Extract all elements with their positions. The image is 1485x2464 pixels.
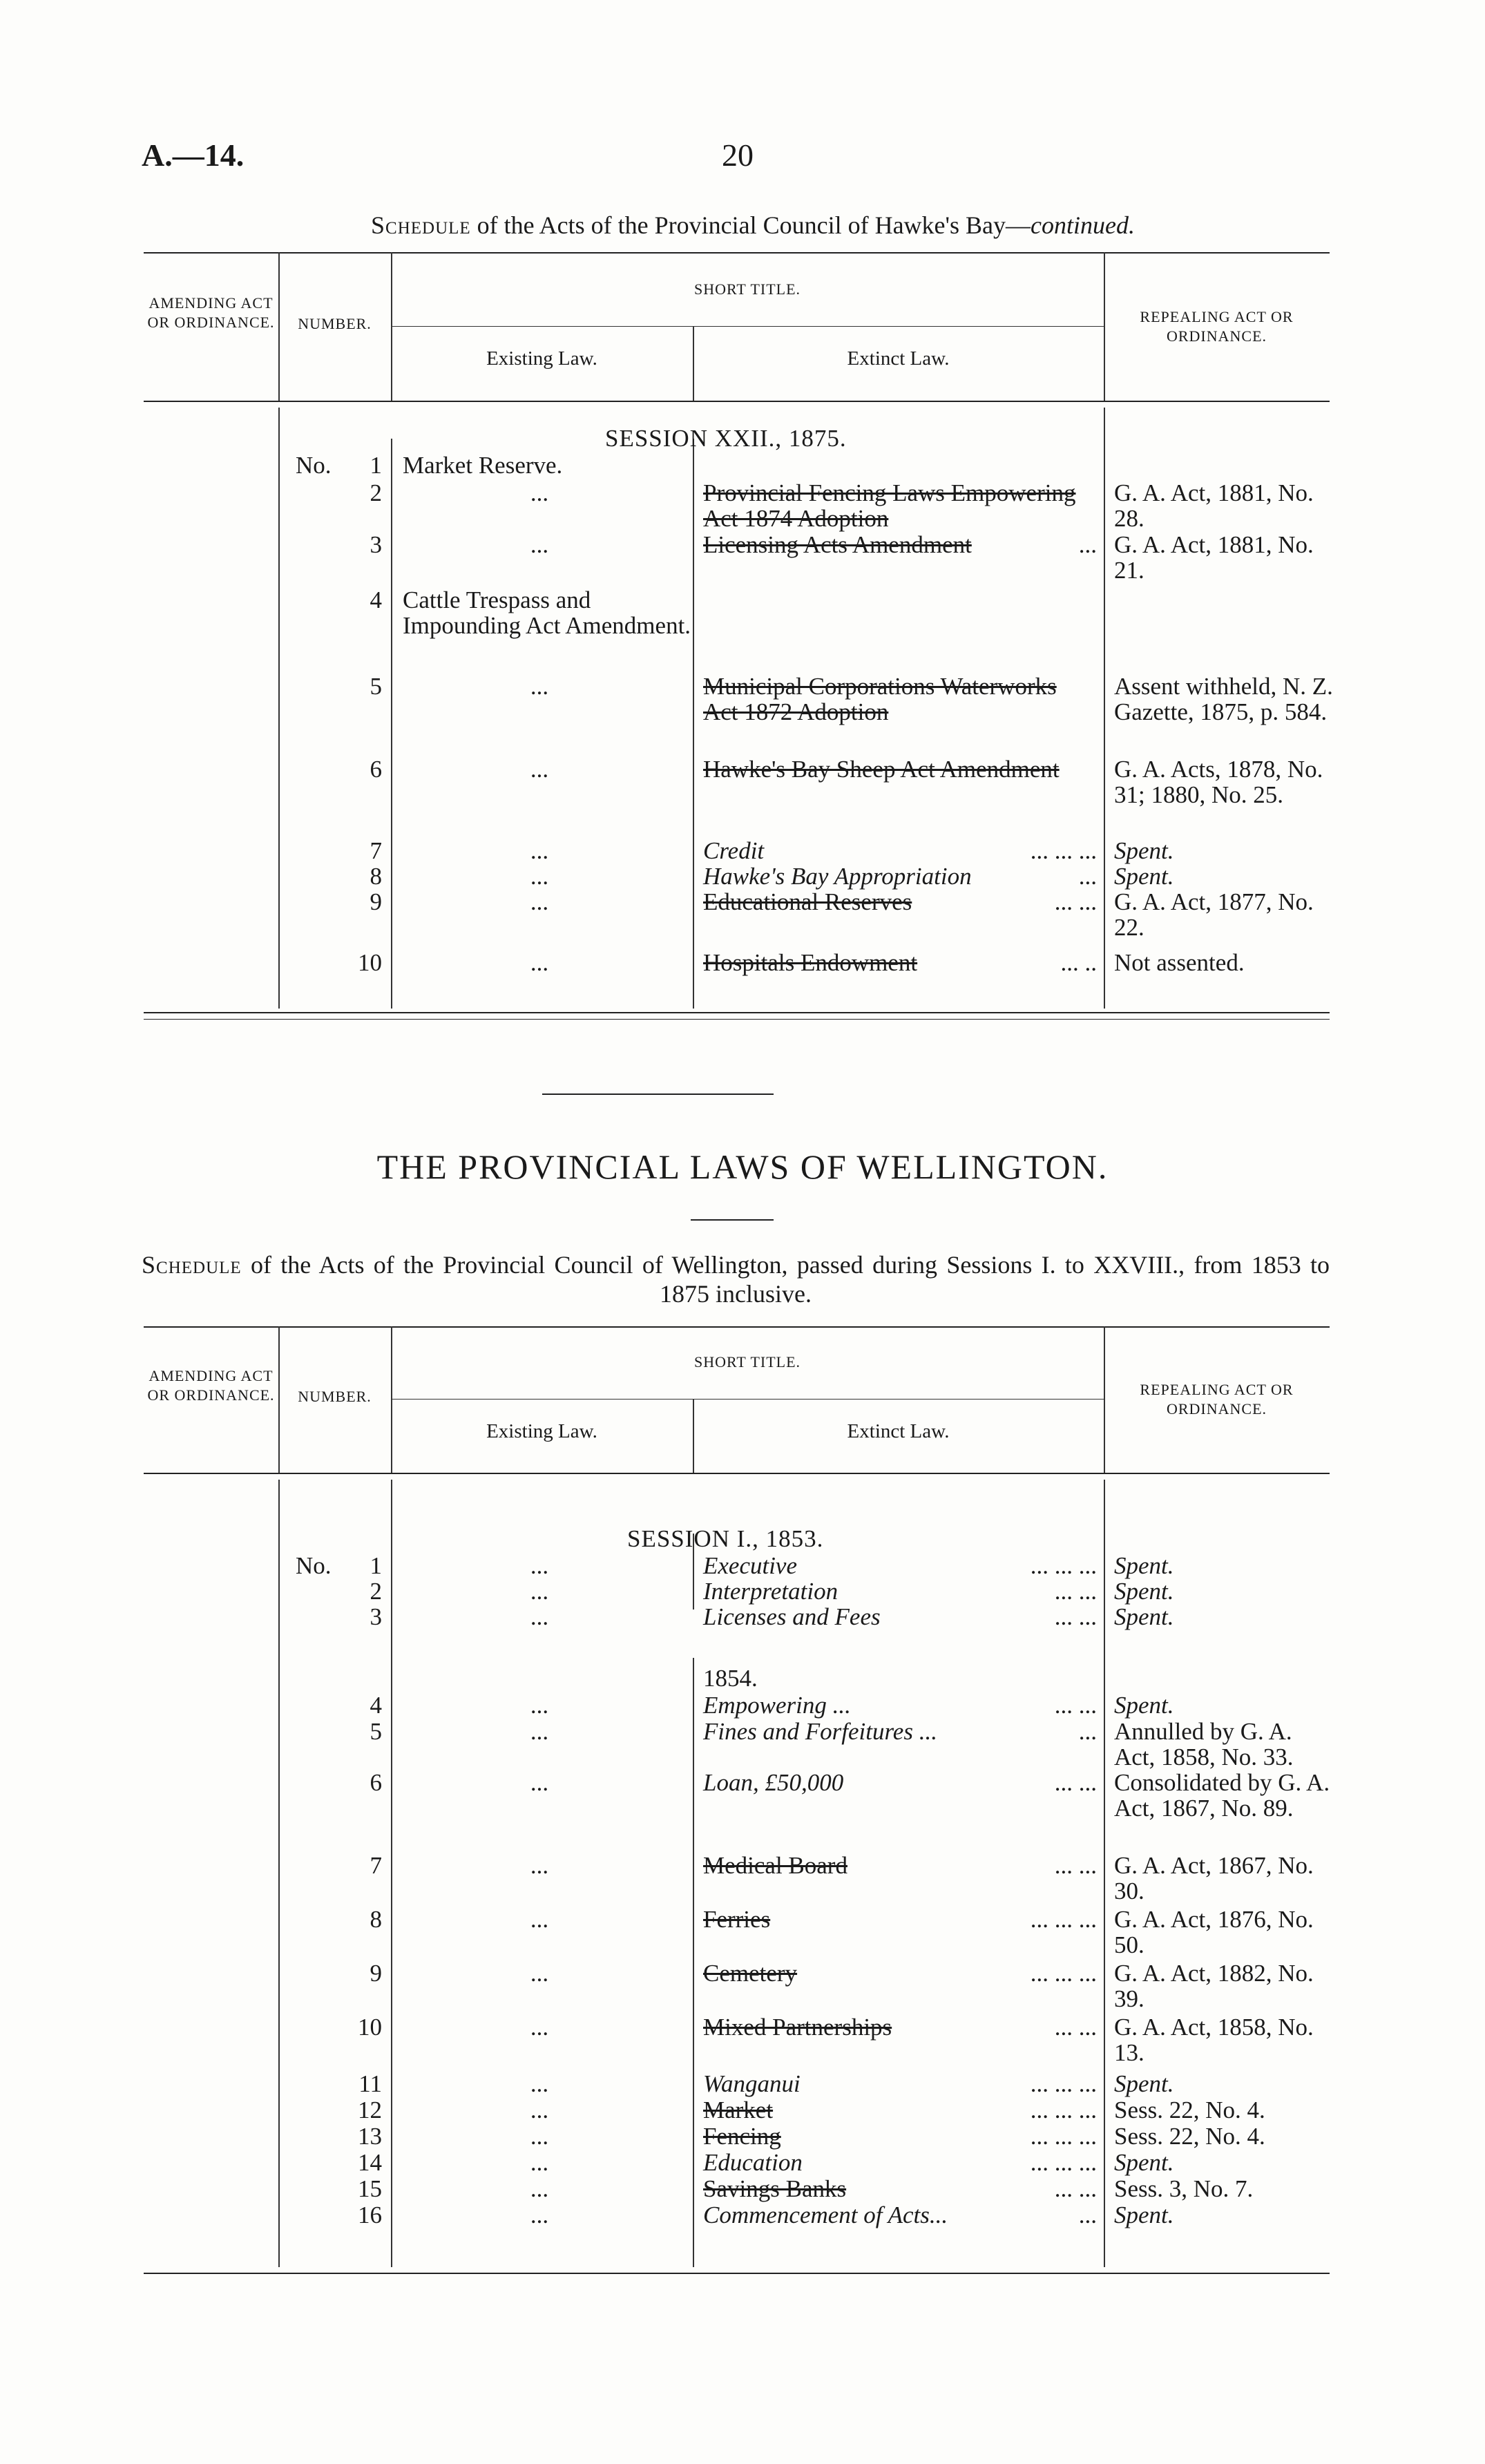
schedule2-title-prefix: Schedule [142,1251,242,1279]
section-title: THE PROVINCIAL LAWS OF WELLINGTON. [376,1147,1109,1186]
row-number: 9 [370,888,382,915]
existing-law: ... [530,1906,549,1933]
extinct-law: Hospitals Endowment [703,949,918,976]
existing-law: ... [530,2123,549,2150]
row-number: 13 [358,2123,382,2150]
schedule2-title [142,1250,1330,1308]
repealing-act: Spent. [1114,1603,1174,1630]
existing-law: ... [530,949,549,976]
repealing-act: Spent. [1114,1578,1174,1605]
leader-dots: ... [1078,531,1097,558]
row-number: 10 [358,2014,382,2041]
extinct-law: Fencing [703,2123,781,2150]
row-number: 16 [358,2202,382,2228]
existing-law: Market Reserve. [403,452,563,479]
extinct-law: Fines and Forfeitures ... [703,1718,937,1745]
extinct-law: Executive [703,1552,798,1579]
existing-law: ... [530,1718,549,1745]
extinct-law: Ferries [703,1906,771,1933]
col-existing: Existing Law. [486,347,597,370]
schedule2-table [144,1326,1330,2280]
repealing-act: G. A. Act, 1876, No. 50. [1114,1906,1314,1958]
row-number: 4 [370,586,382,613]
leader-dots: ... ... ... [1030,2070,1097,2097]
repealing-act: Assent withheld, N. Z. Gazette, 1875, p. 584. [1114,673,1333,725]
no-label: No. [296,1552,332,1579]
row-number: 2 [370,1578,382,1605]
extinct-law: Municipal Corporations Waterworks Act 1872 Adoption [703,673,1057,725]
col-repealing: REPEALING ACT OR ORDINANCE. [1140,1381,1294,1417]
row-number: 5 [370,673,382,700]
existing-law: Cattle Trespass and Impounding Act Amendment. [403,586,691,639]
existing-law: ... [530,1552,549,1579]
row-number: 14 [358,2149,382,2176]
leader-dots: ... .. [1060,949,1097,976]
leader-dots: ... ... [1054,888,1097,915]
col-existing: Existing Law. [486,1420,597,1442]
row-number: 15 [358,2175,382,2202]
col-number: NUMBER. [298,315,372,332]
existing-law: ... [530,531,549,558]
extinct-law: Education [703,2149,803,2176]
extinct-law: Medical Board [703,1852,847,1879]
extinct-law: Interpretation [703,1578,839,1605]
schedule1-title-main: of the Acts of the Provincial Council of Hawke's Bay— [470,211,1031,239]
repealing-act: G. A. Acts, 1878, No. 31; 1880, No. 25. [1114,756,1323,808]
repealing-act: Spent. [1114,2070,1174,2097]
divider [542,1093,774,1095]
col-short-title: SHORT TITLE. [693,280,801,298]
repealing-act: Spent. [1114,2149,1174,2176]
leader-dots: ... ... [1054,1578,1097,1605]
no-label: No. [296,452,332,479]
repealing-act: G. A. Act, 1882, No. 39. [1114,1960,1314,2012]
leader-dots: ... ... [1054,1603,1097,1630]
extinct-law: Cemetery [703,1960,798,1987]
schedule1-title-suffix: continued. [1031,211,1135,239]
row-number: 9 [370,1960,382,1987]
extinct-law: Educational Reserves [703,888,912,915]
extinct-law: Empowering ... [703,1692,851,1719]
col-amending: AMENDING ACT OR ORDINANCE. [147,294,275,331]
extinct-law: Wanganui [703,2070,801,2097]
existing-law: ... [530,888,549,915]
leader-dots: ... [1078,863,1097,890]
existing-law: ... [530,2175,549,2202]
row-number: 2 [370,479,382,506]
row-number: 1 [370,452,382,479]
row-number: 4 [370,1692,382,1719]
col-extinct: Extinct Law. [847,1420,950,1442]
leader-dots: ... ... ... [1030,837,1097,864]
extinct-law: Credit [703,837,765,864]
row-number: 3 [370,1603,382,1630]
leader-dots: ... [1078,2202,1097,2228]
leader-dots: ... ... ... [1030,2123,1097,2150]
col-extinct: Extinct Law. [847,347,950,370]
page-number: 20 [722,137,754,173]
schedule1-title-prefix: Schedule [371,211,471,239]
session-heading: SESSION XXII., 1875. [605,425,847,452]
leader-dots: ... ... ... [1030,2149,1097,2176]
leader-dots: ... ... ... [1030,1960,1097,1987]
repealing-act: Not assented. [1114,949,1245,976]
repealing-act: Annulled by G. A. Act, 1858, No. 33. [1114,1718,1294,1770]
leader-dots: ... ... [1054,2014,1097,2041]
leader-dots: ... ... [1054,1852,1097,1879]
existing-law: ... [530,673,549,700]
extinct-law: Licensing Acts Amendment [703,531,972,558]
leader-dots: ... ... [1054,1692,1097,1719]
row-number: 6 [370,756,382,783]
session-heading: SESSION I., 1853. [627,1525,824,1552]
schedule1-title [138,211,1368,240]
extinct-law: Mixed Partnerships [703,2014,892,2041]
repealing-act: Consolidated by G. A. Act, 1867, No. 89. [1114,1769,1330,1822]
row-number: 5 [370,1718,382,1745]
schedule2-title-main: of the Acts of the Provincial Council of Wellington, passed during Sessions I. to XXVIII., from 1853 to 1875 inclusive. [241,1251,1330,1308]
repealing-act: Spent. [1114,837,1174,864]
repealing-act: Spent. [1114,863,1174,890]
row-number: 12 [358,2097,382,2123]
repealing-act: Spent. [1114,1692,1174,1719]
existing-law: ... [530,2149,549,2176]
repealing-act: G. A. Act, 1877, No. 22. [1114,888,1314,941]
divider [691,1219,774,1221]
extinct-law: Loan, £50,000 [703,1769,844,1796]
row-number: 8 [370,1906,382,1933]
leader-dots: ... ... ... [1030,1552,1097,1579]
existing-law: ... [530,1769,549,1796]
existing-law: ... [530,2202,549,2228]
row-number: 8 [370,863,382,890]
col-repealing: REPEALING ACT OR ORDINANCE. [1140,308,1294,345]
existing-law: ... [530,863,549,890]
repealing-act: Sess. 3, No. 7. [1114,2175,1254,2202]
repealing-act: Sess. 22, No. 4. [1114,2123,1265,2150]
repealing-act: G. A. Act, 1858, No. 13. [1114,2014,1314,2066]
existing-law: ... [530,1603,549,1630]
row-number: 10 [358,949,382,976]
schedule1-table [144,252,1333,1022]
extinct-law: Market [703,2097,774,2123]
existing-law: ... [530,2014,549,2041]
existing-law: ... [530,2070,549,2097]
existing-law: ... [530,756,549,783]
extinct-law: Savings Banks [703,2175,847,2202]
repealing-act: Spent. [1114,2202,1174,2228]
existing-law: ... [530,479,549,506]
existing-law: ... [530,1578,549,1605]
row-number: 3 [370,531,382,558]
extinct-law: Licenses and Fees [703,1603,881,1630]
leader-dots: ... [1078,1718,1097,1745]
col-amending: AMENDING ACT OR ORDINANCE. [147,1367,275,1404]
leader-dots: ... ... [1054,1769,1097,1796]
row-number: 11 [358,2070,382,2097]
existing-law: ... [530,837,549,864]
document-code: A.—14. [142,137,245,173]
repealing-act: G. A. Act, 1867, No. 30. [1114,1852,1314,1904]
repealing-act: G. A. Act, 1881, No. 21. [1114,531,1314,584]
extinct-law: Hawke's Bay Appropriation [703,863,972,890]
existing-law: ... [530,1852,549,1879]
existing-law: ... [530,1960,549,1987]
existing-law: ... [530,2097,549,2123]
repealing-act: Spent. [1114,1552,1174,1579]
repealing-act: G. A. Act, 1881, No. 28. [1114,479,1314,532]
existing-law: ... [530,1692,549,1719]
extinct-law: Commencement of Acts... [703,2202,948,2228]
repealing-act: Sess. 22, No. 4. [1114,2097,1265,2123]
row-number: 1 [370,1552,382,1579]
row-number: 7 [370,1852,382,1879]
row-number: 6 [370,1769,382,1796]
leader-dots: ... ... ... [1030,1906,1097,1933]
col-number: NUMBER. [298,1388,372,1405]
row-number: 7 [370,837,382,864]
leader-dots: ... ... ... [1030,2097,1097,2123]
year-heading: 1854. [703,1665,758,1692]
extinct-law: Provincial Fencing Laws Empowering Act 1874 Adoption [703,479,1076,532]
col-short-title: SHORT TITLE. [693,1353,801,1371]
leader-dots: ... ... [1054,2175,1097,2202]
extinct-law: Hawke's Bay Sheep Act Amendment [703,756,1060,783]
